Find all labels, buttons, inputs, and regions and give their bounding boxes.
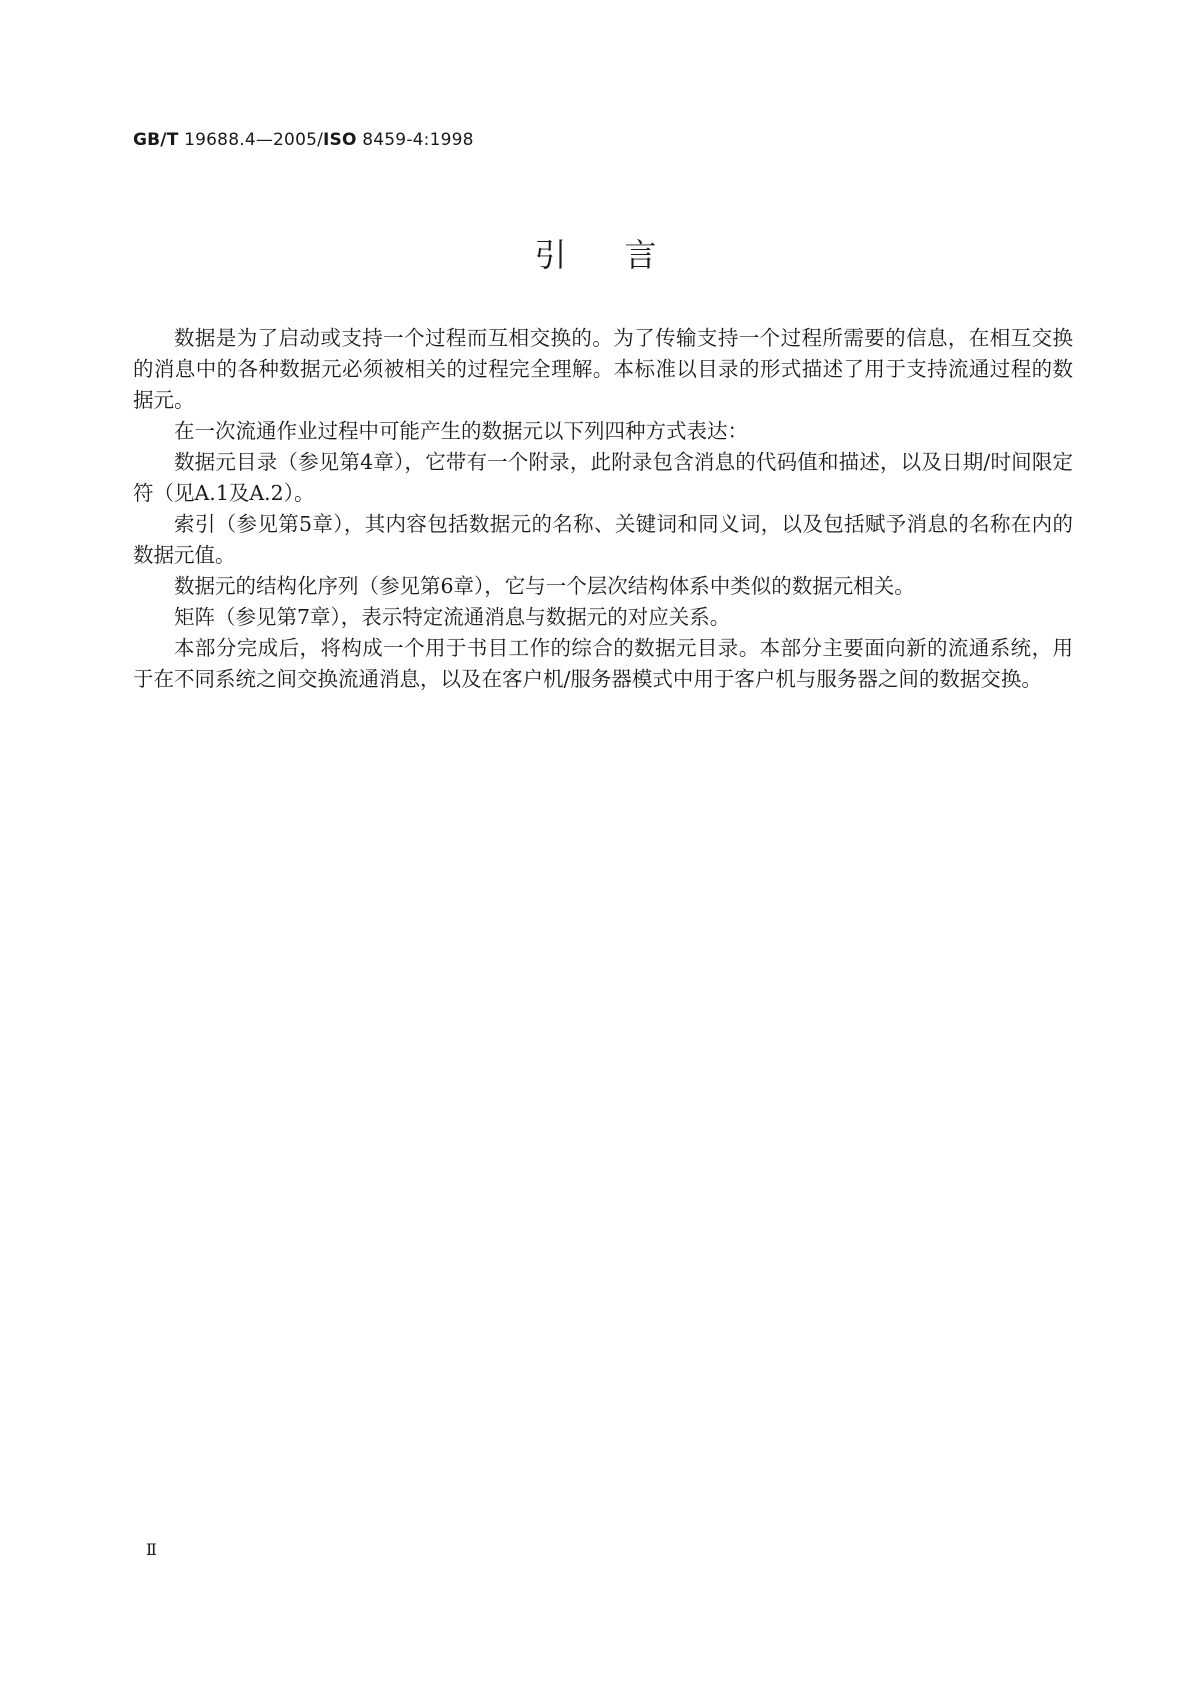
- paragraph: 数据元的结构化序列（参见第6章），它与一个层次结构体系中类似的数据元相关。: [174, 574, 915, 598]
- paragraph: 数据元目录（参见第4章），它带有一个附录，此附录包含消息的代码值和描述，以及日期/时间限定符（见A.1及A.2）。: [133, 450, 1073, 505]
- iso-number: 8459-4:1998: [356, 130, 474, 150]
- standard-header: [133, 130, 474, 150]
- standard-number: 19688.4—2005/: [178, 130, 324, 150]
- paragraph: 在一次流通作业过程中可能产生的数据元以下列四种方式表达：: [174, 419, 748, 443]
- standard-prefix: GB/T: [133, 130, 179, 150]
- introduction-body: [133, 323, 1073, 695]
- paragraph: 本部分完成后，将构成一个用于书目工作的综合的数据元目录。本部分主要面向新的流通系统，用于在不同系统之间交换流通消息，以及在客户机/服务器模式中用于客户机与服务器之间的数据交换。: [133, 636, 1073, 691]
- page-title: 引言: [534, 236, 715, 274]
- paragraph: 数据是为了启动或支持一个过程而互相交换的。为了传输支持一个过程所需要的信息，在相互交换的消息中的各种数据元必须被相关的过程完全理解。本标准以目录的形式描述了用于支持流通过程的数据元。: [133, 326, 1073, 412]
- iso-prefix: ISO: [323, 130, 357, 150]
- page-number: Ⅱ: [146, 1540, 157, 1559]
- paragraph: 矩阵（参见第7章），表示特定流通消息与数据元的对应关系。: [174, 605, 731, 629]
- paragraph: 索引（参见第5章），其内容包括数据元的名称、关键词和同义词，以及包括赋予消息的名称在内的数据元值。: [133, 512, 1073, 567]
